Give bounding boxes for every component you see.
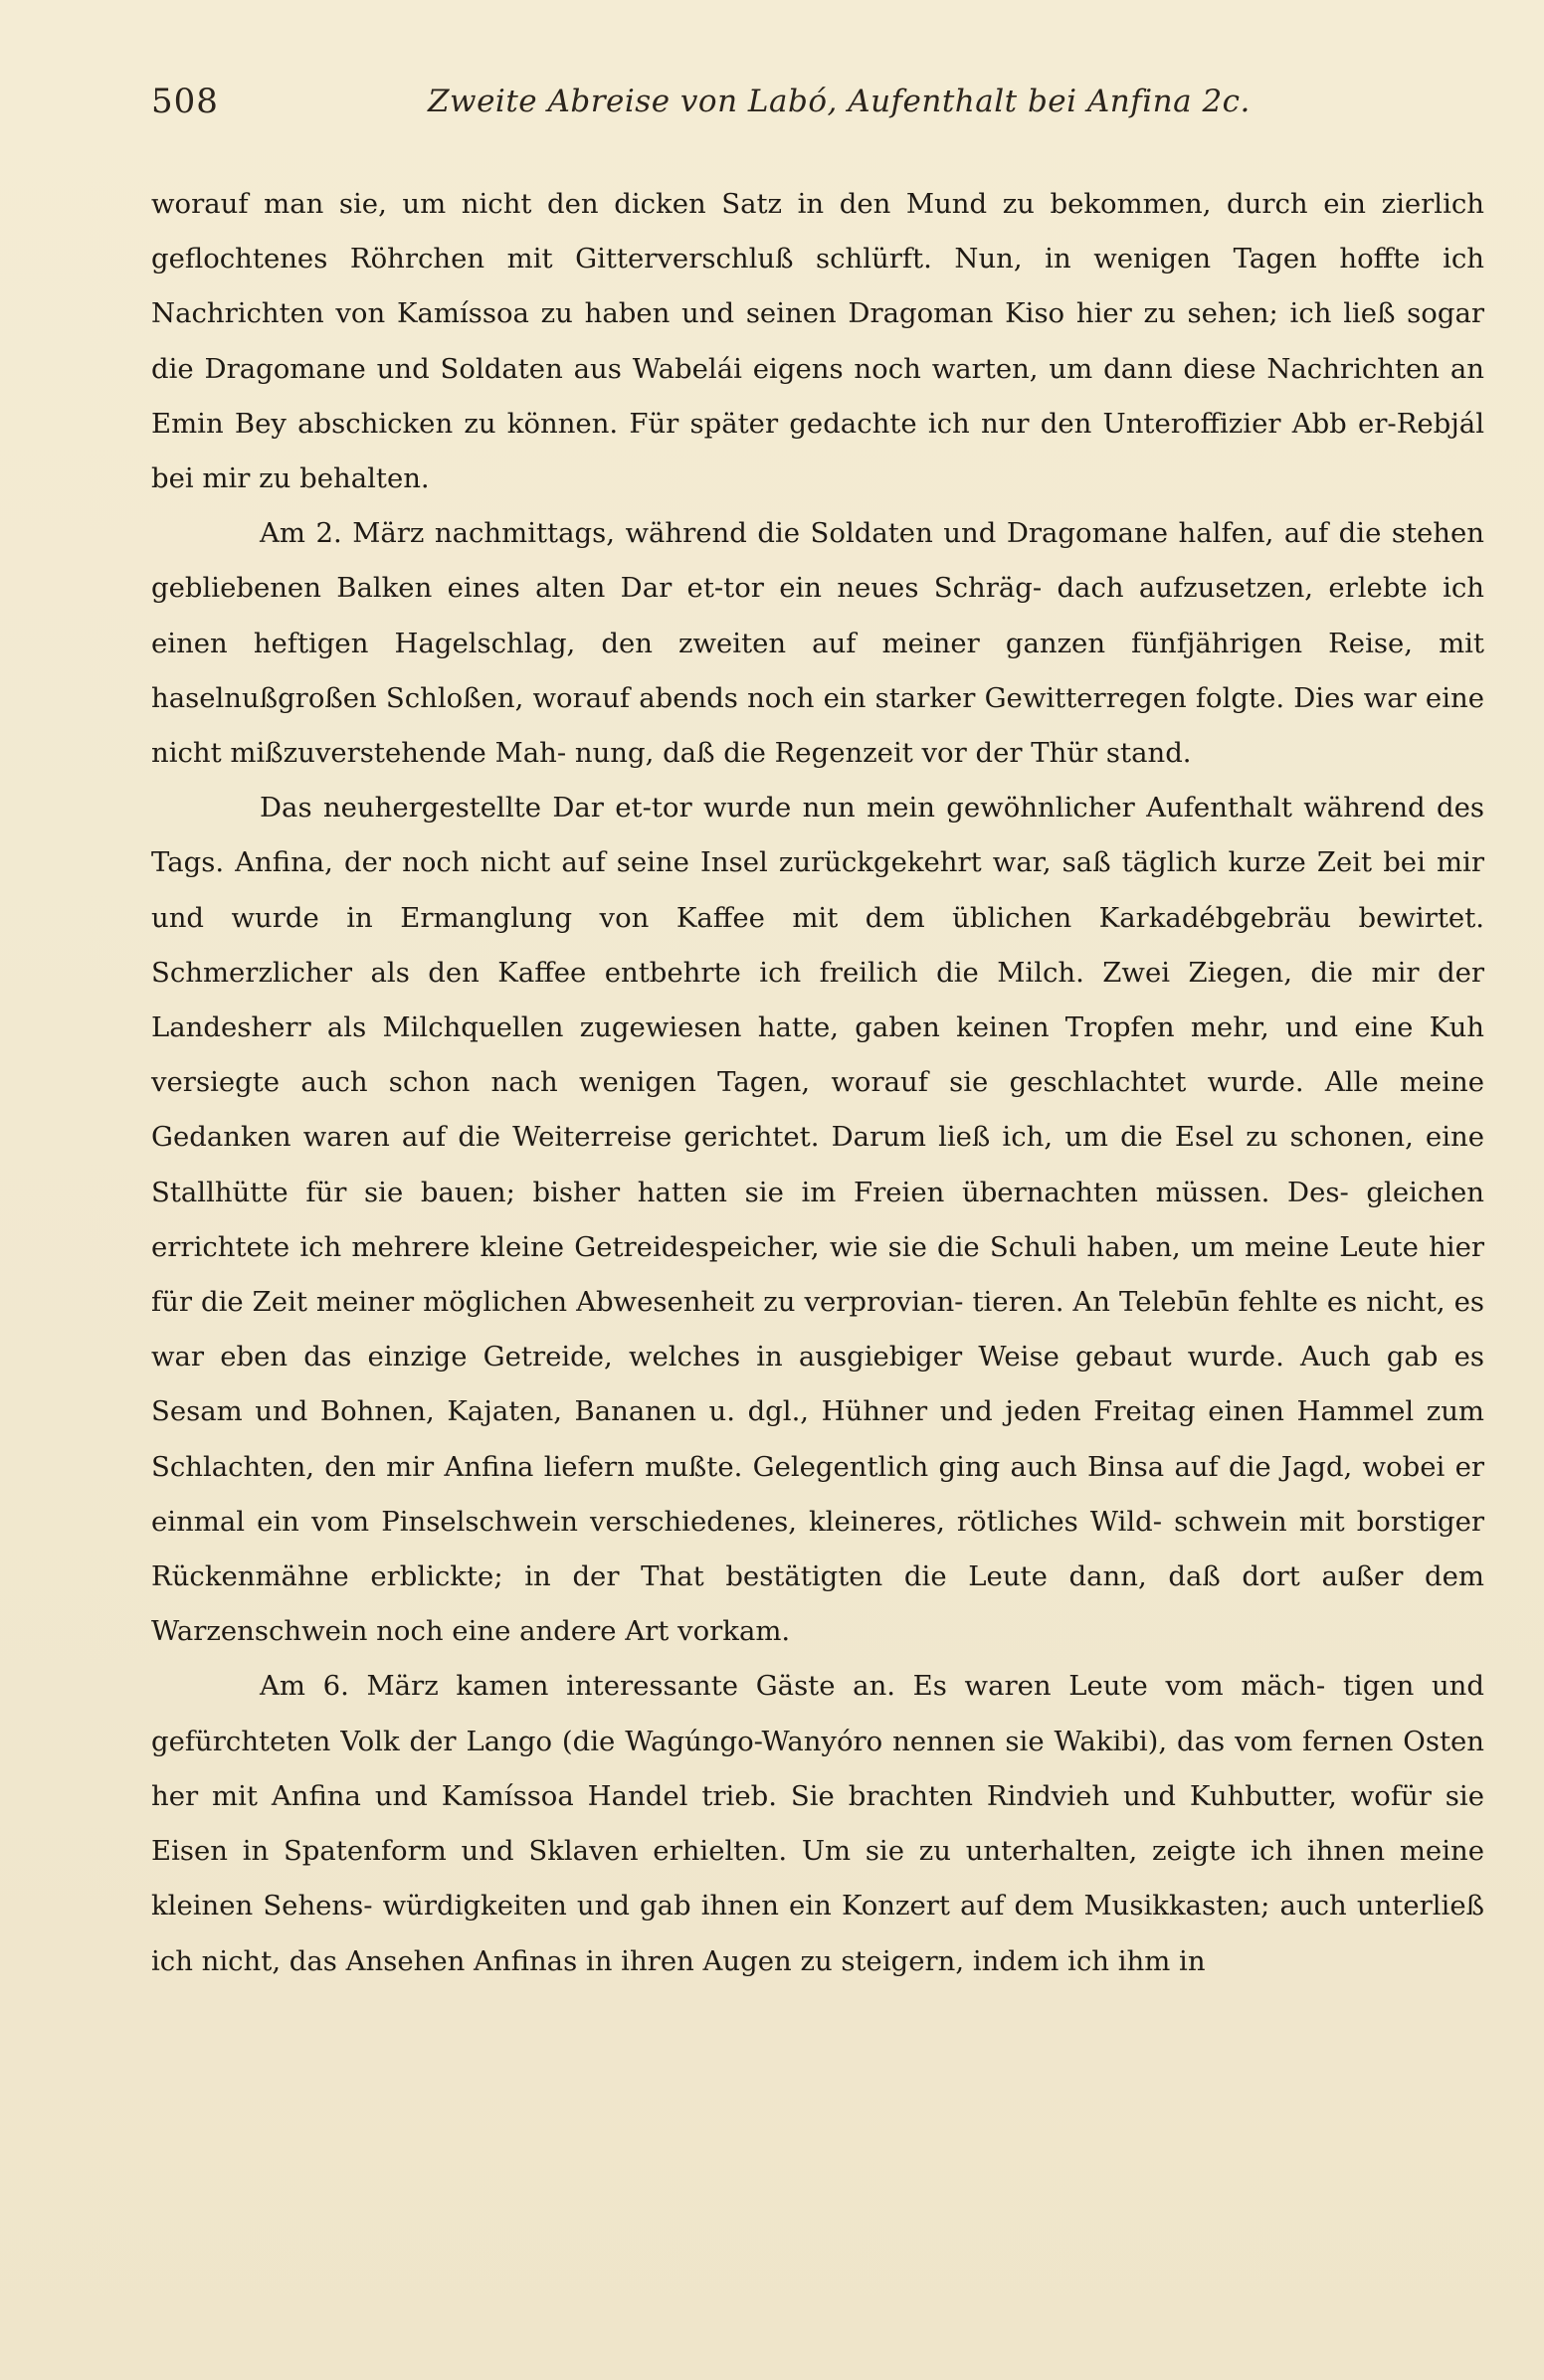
page-number: 508 xyxy=(151,82,219,121)
paragraph: Das neuhergestellte Dar et-tor wurde nun mein gewöhnlicher Aufenthalt während des Tags. Anfina, der noch nicht auf seine Insel zurückgekehrt war, saß täglich kurze Zeit bei mir und wurde in Ermanglung von Kaffee mit dem üblichen Karkadébgebräu bewirtet. Schmerzlicher als den Kaffee entbehrte ich freilich die Milch. Zwei Ziegen, die mir der Landesherr als Milchquellen zugewiesen hatte, gaben keinen Tropfen mehr, und eine Kuh versiegte auch schon nach wenigen Tagen, worauf sie geschlachtet wurde. Alle meine Gedanken waren auf die Weiterreise gerichtet. Darum ließ ich, um die Esel zu schonen, eine Stallhütte für sie bauen; bisher hatten sie im Freien übernachten müssen. Des- gleichen errichtete ich mehrere kleine Getreidespeicher, wie sie die Schuli haben, um meine Leute hier für die Zeit meiner möglichen Abwesenheit zu verprovian- tieren. An Telebūn fehlte es nicht, es war eben das einzige Getreide, welches in ausgiebiger Weise gebaut wurde. Auch gab es Sesam und Bohnen, Kajaten, Bananen u. dgl., Hühner und jeden Freitag einen Hammel zum Schlachten, den mir Anfina liefern mußte. Gelegentlich ging auch Binsa auf die Jagd, wobei er einmal ein vom Pinselschwein verschiedenes, kleineres, rötliches Wild- schwein mit borstiger Rückenmähne erblickte; in der That bestätigten die Leute dann, daß dort außer dem Warzenschwein noch eine andere Art vorkam. xyxy=(151,792,1484,1648)
running-head: Zweite Abreise von Labó, Aufenthalt bei Anfina 2c. xyxy=(428,84,1251,119)
page-header xyxy=(151,82,1484,141)
paragraph-continuation: worauf man sie, um nicht den dicken Satz in den Mund zu bekommen, durch ein zierlich geflochtenes Röhrchen mit Gitterverschluß schlürft. Nun, in wenigen Tagen hoffte ich Nachrichten von Kamíssoa zu haben und seinen Dragoman Kiso hier zu sehen; ich ließ sogar die Dragomane und Soldaten aus Wabelái eigens noch warten, um dann diese Nachrichten an Emin Bey abschicken zu können. Für später gedachte ich nur den Unteroffizier Abb er-Rebjál bei mir zu behalten. xyxy=(151,188,1484,495)
body-text xyxy=(151,177,1484,1989)
paragraph: Am 6. März kamen interessante Gäste an. Es waren Leute vom mäch- tigen und gefürchteten Volk der Lango (die Wagúngo-Wanyóro nennen sie Wakibi), das vom fernen Osten her mit Anfina und Kamíssoa Handel trieb. Sie brachten Rindvieh und Kuhbutter, wofür sie Eisen in Spatenform und Sklaven erhielten. Um sie zu unterhalten, zeigte ich ihnen meine kleinen Sehens- würdigkeiten und gab ihnen ein Konzert auf dem Musikkasten; auch unterließ ich nicht, das Ansehen Anfinas in ihren Augen zu steigern, indem ich ihm in xyxy=(151,1670,1484,1977)
paragraph: Am 2. März nachmittags, während die Soldaten und Dragomane halfen, auf die stehen gebliebenen Balken eines alten Dar et-tor ein neues Schräg- dach aufzusetzen, erlebte ich einen heftigen Hagelschlag, den zweiten auf meiner ganzen fünfjährigen Reise, mit haselnußgroßen Schloßen, worauf abends noch ein starker Gewitterregen folgte. Dies war eine nicht mißzuverstehende Mah- nung, daß die Regenzeit vor der Thür stand. xyxy=(151,517,1484,770)
